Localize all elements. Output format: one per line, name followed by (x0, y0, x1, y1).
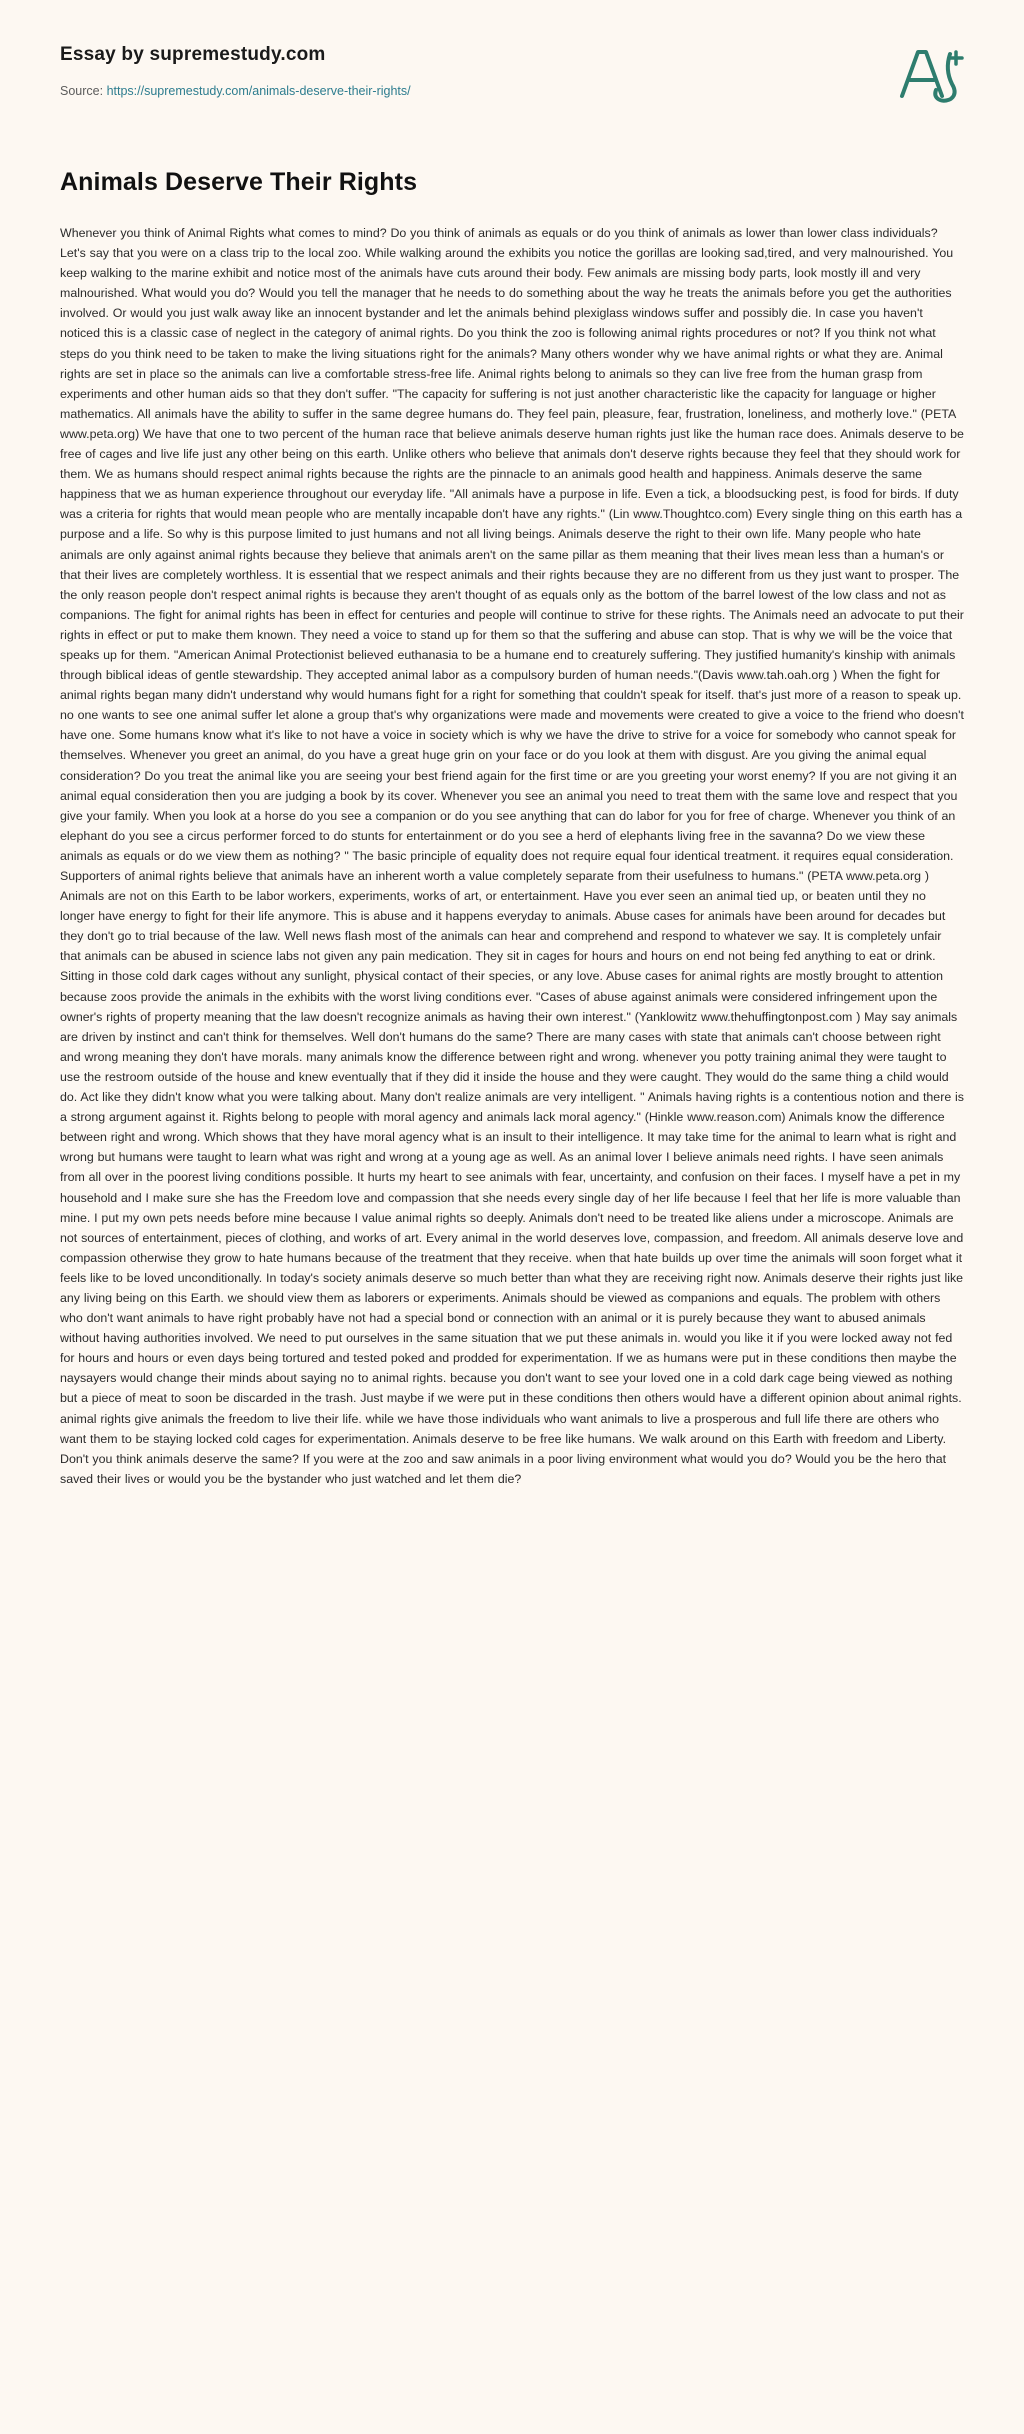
essay-content (0, 168, 1024, 1489)
source-url-link[interactable]: https://supremestudy.com/animals-deserve-their-rights/ (106, 84, 411, 98)
page-title: Animals Deserve Their Rights (60, 168, 418, 196)
source-label: Source: (60, 84, 104, 98)
essay-body: Whenever you think of Animal Rights what comes to mind? Do you think of animals as equals or do you think of animals as lower than lower class individuals? Let's say that you were on a class trip to the local zoo. While walking around the exhibits you notice the gorillas are looking sad,tired, and very malnourished. You keep walking to the marine exhibit and notice most of the animals have cuts around their body. Few animals are missing body parts, look mostly ill and very malnourished. What would you do? Would you tell the manager that he needs to do something about the way he treats the animals before you get the authorities involved. Or would you just walk away like an innocent bystander and let the animals behind plexiglass windows suffer and possibly die. In case you haven't noticed this is a classic case of neglect in the category of animal rights. Do you think the zoo is following animal rights procedures or not? If you think not what steps do you think need to be taken to make the living situations right for the animals? Many others wonder why we have animal rights or what they are. Animal rights are set in place so the animals can live a comfortable stress-free life. Animal rights belong to animals so they can live free from the human grasp from experiments and other human aids so that they don't suffer. "The capacity for suffering is not just another characteristic like the capacity for language or higher mathematics. All animals have the ability to suffer in the same degree humans do. They feel pain, pleasure, fear, frustration, loneliness, and motherly love." (PETA www.peta.org) We have that one to two percent of the human race that believe animals deserve human rights just like the human race does. Animals deserve to be free of cages and live life just any other being on this earth. Unlike others who believe that animals don't deserve rights because they feel that they should work for them. We as humans should respect animal rights because the rights are the pinnacle to an animals good health and happiness. Animals deserve the same happiness that we as human experience throughout our everyday life. "All animals have a purpose in life. Even a tick, a bloodsucking pest, is food for birds. If duty was a criteria for rights that would mean people who are mentally incapable don't have any rights." (Lin www.Thoughtco.com) Every single thing on this earth has a purpose and a life. So why is this purpose limited to just humans and not all living beings. Animals deserve the right to their own life. Many people who hate animals are only against animal rights because they believe that animals aren't on the same pillar as them meaning that their lives mean less than a human's or that their lives are completely worthless. It is essential that we respect animals and their rights because they are no different from us they just want to prosper. The the only reason people don't respect animal rights is because they aren't thought of as equals only as the bottom of the barrel lowest of the low class and not as companions. The fight for animal rights has been in effect for centuries and people will continue to strive for these rights. The Animals need an advocate to put their rights in effect or put to make them known. They need a voice to stand up for them so that the suffering and abuse can stop. That is why we will be the voice that speaks up for them. "American Animal Protectionist believed euthanasia to be a humane end to creaturely suffering. They justified humanity's kinship with animals through biblical ideas of gentle stewardship. They accepted animal labor as a compulsory burden of human needs."(Davis www.tah.oah.org ) When the fight for animal rights began many didn't understand why would humans fight for a right for something that couldn't speak for itself. that's just more of a reason to speak up. no one wants to see one animal suffer let alone a group that's why organizations were made and movements were created to give a voice to the friend who doesn't have one. Some humans know what it's like to not have a voice in society which is why we have the drive to strive for a voice for somebody who cannot speak for themselves. Whenever you greet an animal, do you have a great huge grin on your face or do you look at them with disgust. Are you giving the animal equal consideration? Do you treat the animal like you are seeing your best friend again for the first time or are you greeting your worst enemy? If you are not giving it an animal equal consideration then you are judging a book by its cover. Whenever you see an animal you need to treat them with the same love and respect that you give your family. When you look at a horse do you see a companion or do you see anything that can do labor for you for free of charge. Whenever you think of an elephant do you see a circus performer forced to do stunts for entertainment or do you see a herd of elephants living free in the savanna? Do we view these animals as equals or do we view them as nothing? " The basic principle of equality does not require equal four identical treatment. it requires equal consideration. Supporters of animal rights believe that animals have an inherent worth a value completely separate from their usefulness to humans." (PETA www.peta.org ) Animals are not on this Earth to be labor workers, experiments, works of art, or entertainment. Have you ever seen an animal tied up, or beaten until they no longer have energy to fight for their life anymore. This is abuse and it happens everyday to animals. Abuse cases for animals have been around for decades but they don't go to trial because of the law. Well news flash most of the animals can hear and comprehend and respond to whatever we say. It is completely unfair that animals can be abused in science labs not given any pain medication. They sit in cages for hours and hours on end not being fed anything to eat or drink. Sitting in those cold dark cages without any sunlight, physical contact of their species, or any love. Abuse cases for animal rights are mostly brought to attention because zoos provide the animals in the exhibits with the worst living conditions ever. "Cases of abuse against animals were considered infringement upon the owner's rights of property meaning that the law doesn't recognize animals as having their own interest." (Yanklowitz www.thehuffingtonpost.com ) May say animals are driven by instinct and can't think for themselves. Well don't humans do the same? There are many cases with state that animals can't choose between right and wrong meaning they don't have morals. many animals know the difference between right and wrong. whenever you potty training animal they were taught to use the restroom outside of the house and knew eventually that if they did it inside the house and they were caught. They would do the same thing a child would do. Act like they didn't know what you were talking about. Many don't realize animals are very intelligent. " Animals having rights is a contentious notion and there is a strong argument against it. Rights belong to people with moral agency and animals lack moral agency." (Hinkle www.reason.com) Animals know the difference between right and wrong. Which shows that they have moral agency what is an insult to their intelligence. It may take time for the animal to learn what is right and wrong but humans were taught to learn what was right and wrong at a young age as well. As an animal lover I believe animals need rights. I have seen animals from all over in the poorest living conditions possible. It hurts my heart to see animals with fear, uncertainty, and confusion on their faces. I myself have a pet in my household and I make sure she has the Freedom love and compassion that she needs every single day of her life because I feel that her life is more valuable than mine. I put my own pets needs before mine because I value animal rights so deeply. Animals don't need to be treated like aliens under a microscope. Animals are not sources of entertainment, pieces of clothing, and works of art. Every animal in the world deserves love, compassion, and freedom. All animals deserve love and compassion otherwise they grow to hate humans because of the treatment that they receive. when that hate builds up over time the animals will soon forget what it feels like to be loved unconditionally. In today's society animals deserve so much better than what they are receiving right now. Animals deserve their rights just like any living being on this Earth. we should view them as laborers or experiments. Animals should be viewed as companions and equals. The problem with others who don't want animals to have right probably have not had a special bond or connection with an animal or it is purely because they want to abused animals without having authorities involved. We need to put ourselves in the same situation that we put these animals in. would you like it if you were locked away not fed for hours and hours or even days being tortured and tested poked and prodded for experimentation. If we as humans were put in these conditions then maybe the naysayers would change their minds about saying no to animal rights. because you don't want to see your loved one in a cold dark cage being viewed as nothing but a piece of meat to soon be discarded in the trash. Just maybe if we were put in these conditions then others would have a different opinion about animal rights. animal rights give animals the freedom to live their life. while we have those individuals who want animals to live a prosperous and full life there are others who want them to be staying locked cold cages for experimentation. Animals deserve to be free like humans. We walk around on this Earth with freedom and Liberty. Don't you think animals deserve the same? If you were at the zoo and saw animals in a poor living environment what would you do? Would you be the hero that saved their lives or would you be the bystander who just watched and let them die? (60, 226, 964, 1486)
aplus-logo-icon (892, 38, 966, 112)
page-header (0, 0, 1024, 120)
source-line (60, 84, 964, 98)
site-brand: Essay by supremestudy.com (60, 44, 326, 65)
